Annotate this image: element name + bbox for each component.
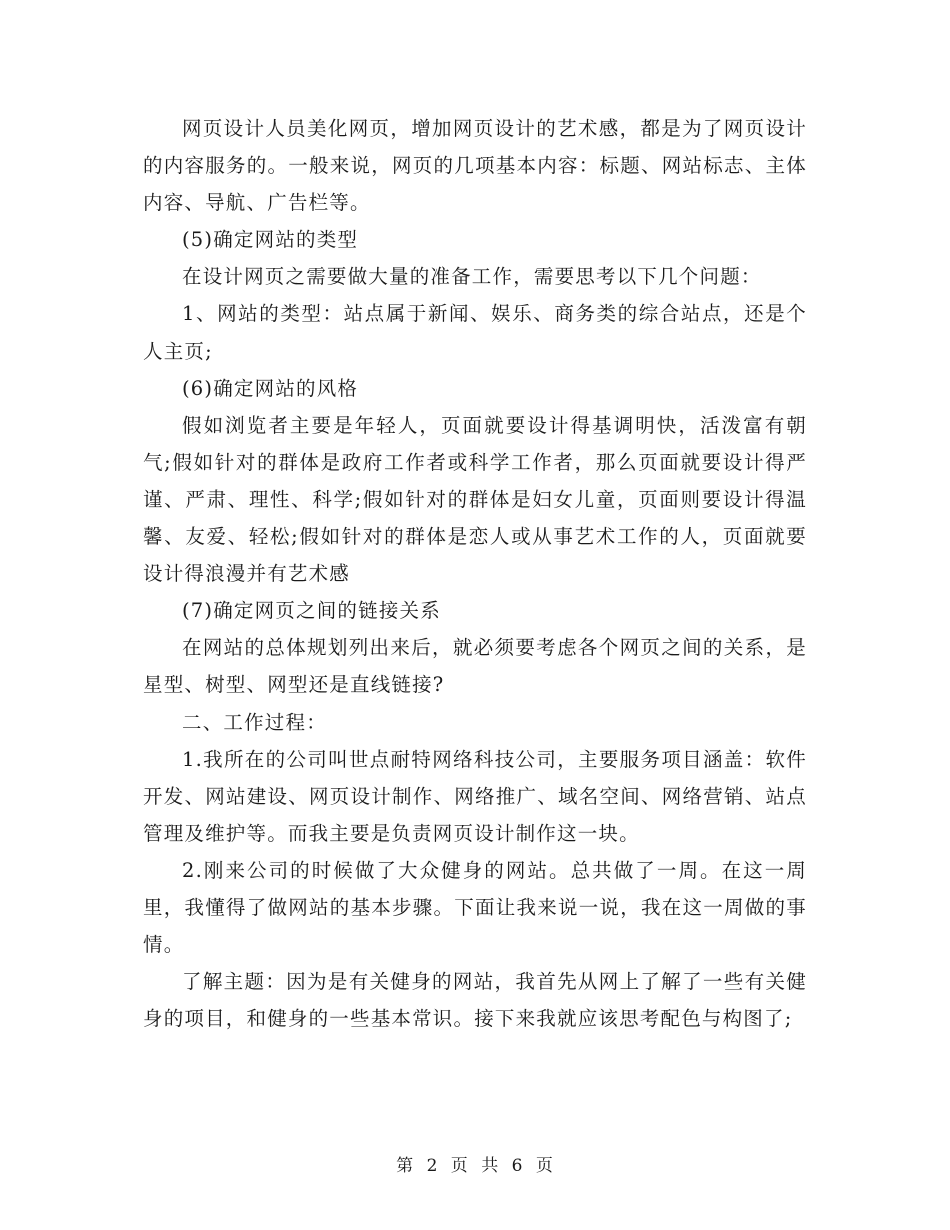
paragraph-link-structure: 在网站的总体规划列出来后，就必须要考虑各个网页之间的关系，是星型、树型、网型还是直线链接? (143, 636, 807, 697)
heading-work-process: 二、工作过程： (182, 710, 327, 734)
paragraph-intro: 网页设计人员美化网页，增加网页设计的艺术感，都是为了网页设计的内容服务的。一般来说，网页的几项基本内容：标题、网站标志、主体内容、导航、广告栏等。 (143, 117, 807, 215)
paragraph-company: 1.我所在的公司叫世点耐特网络科技公司，主要服务项目涵盖：软件开发、网站建设、网页设计制作、网络推广、域名空间、网络营销、站点管理及维护等。而我主要是负责网页设计制作这一块。 (143, 747, 807, 845)
page-number-footer: 第 2 页 共 6 页 (396, 1156, 554, 1176)
heading-website-style: (6)确定网站的风格 (182, 376, 359, 400)
paragraph-fitness-site: 2.刚来公司的时候做了大众健身的网站。总共做了一周。在这一周里，我懂得了做网站的基本步骤。下面让我来说一说，我在这一周做的事情。 (143, 858, 807, 957)
document-body (143, 110, 807, 1037)
paragraph-site-type-question: 1、网站的类型：站点属于新闻、娱乐、商务类的综合站点，还是个人主页; (143, 302, 807, 363)
heading-page-links: (7)确定网页之间的链接关系 (182, 599, 441, 623)
paragraph-theme-research: 了解主题：因为是有关健身的网站，我首先从网上了解了一些有关健身的项目，和健身的一些基本常识。接下来我就应该思考配色与构图了; (143, 970, 807, 1031)
heading-website-type: (5)确定网站的类型 (182, 228, 359, 252)
paragraph-preparation: 在设计网页之需要做大量的准备工作，需要思考以下几个问题： (182, 265, 762, 289)
paragraph-style-audience: 假如浏览者主要是年轻人，页面就要设计得基调明快，活泼富有朝气;假如针对的群体是政府工作者或科学工作者，那么页面就要设计得严谨、严肃、理性、科学;假如针对的群体是妇女儿童，页面则要设计得温馨、友爱、轻松;假如针对的群体是恋人或从事艺术工作的人，页面就要设计得浪漫并有艺术感 (143, 413, 807, 586)
